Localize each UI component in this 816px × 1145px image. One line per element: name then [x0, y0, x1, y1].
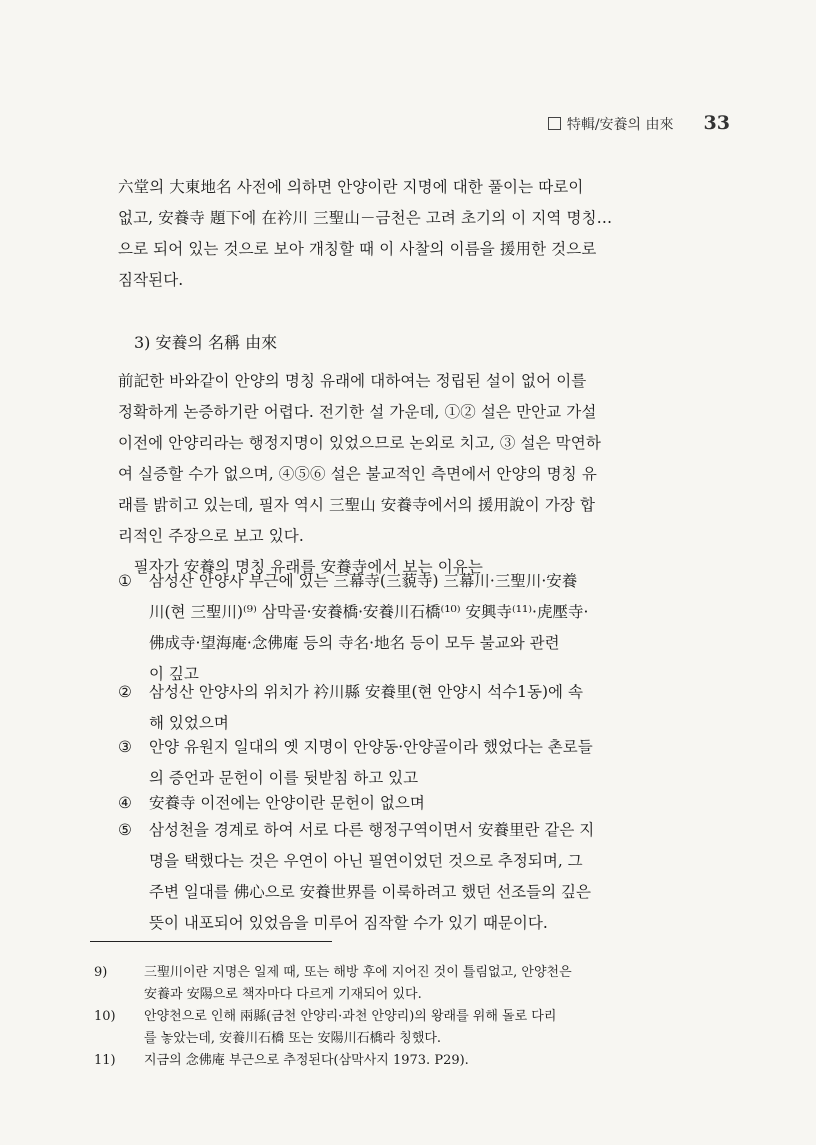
item-number: ⑤	[118, 821, 132, 839]
text-line: 리적인 주장으로 보고 있다.	[118, 527, 304, 545]
header-title: 特輯/安養의 由來	[548, 114, 674, 134]
item-text: 이 깊고	[149, 665, 199, 683]
item-text: 주변 일대를 佛心으로 安養世界를 이룩하려고 했던 선조들의 깊은	[149, 883, 591, 901]
item-text: 삼성천을 경계로 하여 서로 다른 행정구역이면서 安養里란 같은 지	[149, 821, 595, 839]
section-heading: 3) 安養의 名稱 由來	[134, 333, 278, 352]
text-line: 없고, 安養寺 題下에 在衿川 三聖山－금천은 고려 초기의 이 지역 명칭…	[118, 209, 613, 227]
text-line: 래를 밝히고 있는데, 필자 역시 三聖山 安養寺에서의 援用說이 가장 합	[118, 496, 596, 514]
paragraph-1	[118, 172, 724, 296]
item-text: 安養寺 이전에는 안양이란 문헌이 없으며	[149, 794, 425, 812]
item-number: ②	[118, 683, 132, 701]
text-line: 정확하게 논증하기란 어렵다. 전기한 설 가운데, ①② 설은 만안교 가설	[118, 403, 597, 421]
text-line: 前記한 바와같이 안양의 명칭 유래에 대하여는 정립된 설이 없어 이를	[118, 372, 587, 390]
text-line: 여 실증할 수가 없으며, ④⑤⑥ 설은 불교적인 측면에서 안양의 명칭 유	[118, 465, 597, 483]
item-text: 삼성산 안양사의 위치가 衿川縣 安養里(현 안양시 석수1동)에 속	[149, 683, 583, 701]
footnote-text: 安養과 安陽으로 책자마다 다르게 기재되어 있다.	[144, 987, 422, 1002]
item-number: ④	[118, 794, 132, 812]
item-text: 명을 택했다는 것은 우연이 아닌 필연이었던 것으로 추정되며, 그	[149, 852, 583, 870]
text-line: 六堂의 大東地名 사전에 의하면 안양이란 지명에 대한 풀이는 따로이	[118, 178, 584, 196]
footnote-text: 三聖川이란 지명은 일제 때, 또는 해방 후에 지어진 것이 틀림없고, 안양천은	[144, 965, 572, 980]
list-item	[118, 566, 728, 690]
text-line: 으로 되어 있는 것으로 보아 개칭할 때 이 사찰의 이름을 援用한 것으로	[118, 240, 597, 258]
footnote-text: 안양천으로 인해 兩縣(금천 안양리·과천 안양리)의 왕래를 위해 돌로 다리	[144, 1009, 557, 1024]
item-text: 佛成寺·望海庵·念佛庵 등의 寺名·地名 등이 모두 불교와 관련	[149, 634, 560, 652]
item-text: 川(현 三聖川)⁽⁹⁾ 삼막골·安養橋·安養川石橋⁽¹⁰⁾ 安興寺⁽¹¹⁾·虎壓寺·	[149, 603, 589, 621]
paragraph-2	[118, 366, 724, 583]
footnote-divider	[90, 941, 332, 942]
page-number: 33	[703, 112, 730, 134]
running-header	[548, 112, 730, 134]
footnote-number: 10)	[94, 1009, 116, 1024]
item-text: 뜻이 내포되어 있었음을 미루어 짐작할 수가 있기 때문이다.	[149, 914, 548, 932]
text-line: 필자가 安養의 명칭 유래를 安養寺에서 보는 이유는	[118, 558, 483, 576]
item-number: ①	[118, 572, 132, 590]
item-text: 삼성산 안양사 부근에 있는 三幕寺(三藐寺) 三幕川·三聖川·安養	[149, 572, 578, 590]
footnote-text: 를 놓았는데, 安養川石橋 또는 安陽川石橋라 칭했다.	[144, 1031, 442, 1046]
item-text: 안양 유원지 일대의 옛 지명이 안양동·안양골이라 했었다는 촌로들	[149, 738, 593, 756]
item-text: 해 있었으며	[149, 714, 229, 732]
footnote-text: 지금의 念佛庵 부근으로 추정된다(삼막사지 1973. P29).	[144, 1053, 469, 1068]
list-item	[118, 815, 728, 939]
checkbox-square-icon	[548, 117, 561, 130]
footnote-number: 11)	[94, 1053, 116, 1068]
text-line: 짐작된다.	[118, 271, 184, 289]
item-text: 의 증언과 문헌이 이를 뒷받침 하고 있고	[149, 769, 419, 787]
text-line: 이전에 안양리라는 행정지명이 있었으므로 논외로 치고, ③ 설은 막연하	[118, 434, 601, 452]
list-item	[118, 677, 728, 739]
footnote-number: 9)	[94, 965, 108, 980]
list-item	[118, 732, 728, 794]
footnotes	[94, 962, 734, 1072]
item-number: ③	[118, 738, 132, 756]
